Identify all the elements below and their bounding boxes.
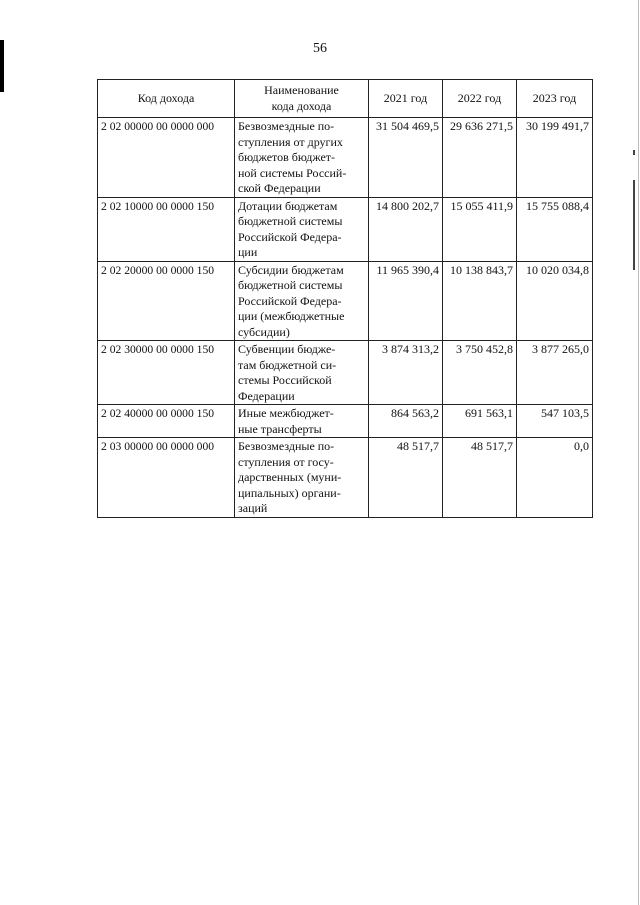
amount-2021-cell: 864 563,2 <box>369 405 443 438</box>
income-name-line: бюджетной системы <box>238 214 343 228</box>
amount-2022-cell: 691 563,1 <box>443 405 517 438</box>
income-code-cell: 2 02 40000 00 0000 150 <box>98 405 235 438</box>
income-code-cell: 2 02 20000 00 0000 150 <box>98 261 235 341</box>
income-code-cell: 2 02 10000 00 0000 150 <box>98 197 235 261</box>
income-name-cell <box>235 341 369 405</box>
income-name-line: Российской Федера- <box>238 293 342 308</box>
table-row <box>98 118 593 198</box>
header-2023: 2023 год <box>517 80 593 118</box>
income-name-line: ции <box>238 245 258 259</box>
income-name-line: бюджетов бюджет- <box>238 150 336 164</box>
amount-2023-cell: 547 103,5 <box>517 405 593 438</box>
income-name-cell <box>235 438 369 518</box>
table-row <box>98 438 593 518</box>
income-name-line: Безвозмездные по- <box>238 439 335 453</box>
income-name-cell <box>235 261 369 341</box>
income-name-line: Федерации <box>238 388 295 403</box>
income-name-line: ципальных) органи- <box>238 485 341 500</box>
amount-2023-cell: 30 199 491,7 <box>517 118 593 198</box>
income-name-line: Субсидии бюджетам <box>238 262 344 277</box>
table-row <box>98 405 593 438</box>
amount-2021-cell: 3 874 313,2 <box>369 341 443 405</box>
header-2021: 2021 год <box>369 80 443 118</box>
table-row <box>98 341 593 405</box>
income-name-line: Российской Федера- <box>238 229 342 244</box>
amount-2021-cell: 14 800 202,7 <box>369 197 443 261</box>
income-name-line: бюджетной системы <box>238 278 343 292</box>
header-2022: 2022 год <box>443 80 517 118</box>
header-name-line: Наименование <box>264 83 339 97</box>
header-code: Код дохода <box>98 80 235 118</box>
income-code-cell: 2 02 00000 00 0000 000 <box>98 118 235 198</box>
amount-2022-cell: 48 517,7 <box>443 438 517 518</box>
header-name-line: кода дохода <box>271 98 332 113</box>
income-name-line: Дотации бюджетам <box>238 198 338 213</box>
amount-2023-cell: 0,0 <box>517 438 593 518</box>
income-code-cell: 2 03 00000 00 0000 000 <box>98 438 235 518</box>
income-name-line: стемы Российской <box>238 373 332 387</box>
income-name-line: ской Федерации <box>238 181 321 195</box>
income-name-line: Субвенции бюдже- <box>238 342 336 356</box>
income-name-cell <box>235 405 369 438</box>
amount-2021-cell: 31 504 469,5 <box>369 118 443 198</box>
income-name-line: Иные межбюджет- <box>238 406 334 420</box>
income-name-line: ные трансферты <box>238 421 322 436</box>
income-name-line: дарственных (муни- <box>238 470 342 484</box>
table-row <box>98 261 593 341</box>
income-name-line: ступления от других <box>238 134 343 149</box>
income-name-line: ступления от госу- <box>238 454 334 469</box>
income-name-cell <box>235 197 369 261</box>
income-name-line: ции (межбюджетные <box>238 309 345 323</box>
amount-2023-cell: 15 755 088,4 <box>517 197 593 261</box>
income-code-cell: 2 02 30000 00 0000 150 <box>98 341 235 405</box>
income-name-line: там бюджетной си- <box>238 357 337 372</box>
table-row <box>98 197 593 261</box>
header-name <box>235 80 369 118</box>
amount-2021-cell: 11 965 390,4 <box>369 261 443 341</box>
scan-edge-mark <box>633 150 635 155</box>
income-name-line: субсидии) <box>238 324 290 339</box>
income-name-line: заций <box>238 501 268 515</box>
amount-2022-cell: 3 750 452,8 <box>443 341 517 405</box>
amount-2023-cell: 3 877 265,0 <box>517 341 593 405</box>
amount-2021-cell: 48 517,7 <box>369 438 443 518</box>
amount-2022-cell: 29 636 271,5 <box>443 118 517 198</box>
amount-2022-cell: 15 055 411,9 <box>443 197 517 261</box>
amount-2022-cell: 10 138 843,7 <box>443 261 517 341</box>
income-name-line: Безвозмездные по- <box>238 119 335 133</box>
table-body <box>98 118 593 518</box>
table-header-row <box>98 80 593 118</box>
scan-edge-line <box>638 0 639 905</box>
scan-edge-mark <box>633 180 635 270</box>
page-number: 56 <box>313 41 327 56</box>
income-table <box>97 79 593 518</box>
amount-2023-cell: 10 020 034,8 <box>517 261 593 341</box>
income-name-cell <box>235 118 369 198</box>
income-name-line: ной системы Россий- <box>238 165 347 180</box>
